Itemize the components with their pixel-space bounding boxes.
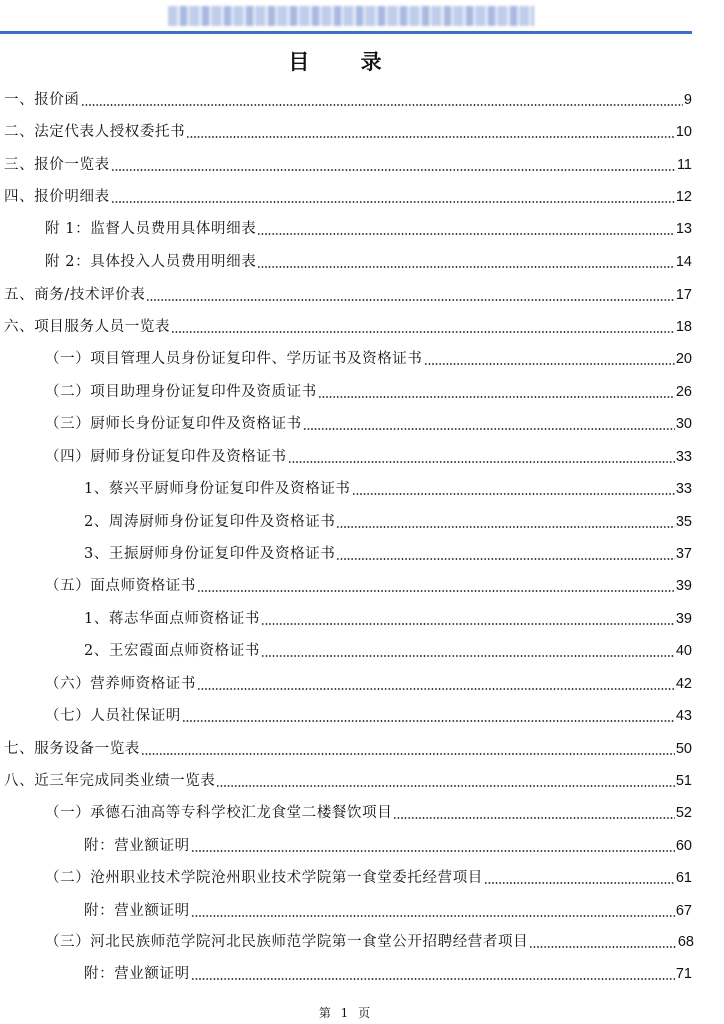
toc-entry[interactable]: [45, 218, 692, 240]
toc-entry-label: 四、报价明细表: [4, 189, 110, 205]
toc-entry-page: 67: [675, 903, 692, 919]
dot-leader: [529, 931, 677, 953]
dot-leader: [288, 446, 675, 468]
page-title: 目 录: [288, 50, 404, 74]
toc-entry-page: 51: [675, 773, 692, 789]
toc-entry[interactable]: [45, 381, 692, 403]
toc-entry[interactable]: [84, 608, 692, 630]
toc-entry[interactable]: [84, 478, 692, 500]
toc-entry[interactable]: [45, 575, 692, 597]
toc-entry[interactable]: [45, 931, 694, 953]
toc-entry-label: （三）厨师长身份证复印件及资格证书: [45, 416, 302, 432]
dot-leader: [197, 673, 675, 695]
toc-entry-label: 三、报价一览表: [4, 157, 110, 173]
dot-leader: [191, 963, 675, 985]
toc-entry-page: 43: [675, 708, 692, 724]
dot-leader: [81, 89, 683, 111]
toc-entry[interactable]: [4, 738, 692, 760]
toc-entry-page: 60: [675, 838, 692, 854]
toc-entry-page: 37: [675, 546, 692, 562]
dot-leader: [111, 186, 675, 208]
toc-entry-page: 17: [675, 287, 692, 303]
toc-entry[interactable]: [4, 121, 692, 143]
toc-entry-page: 39: [675, 611, 692, 627]
toc-entry-label: （二）沧州职业技术学院沧州职业技术学院第一食堂委托经营项目: [45, 870, 483, 886]
toc-entry-page: 68: [677, 934, 694, 950]
toc-entry-page: 26: [675, 384, 692, 400]
toc-entry-label: （一）承德石油高等专科学校汇龙食堂二楼餐饮项目: [45, 805, 393, 821]
dot-leader: [141, 738, 675, 760]
toc-entry-page: 71: [675, 966, 692, 982]
toc-entry-label: （二）项目助理身份证复印件及资质证书: [45, 384, 317, 400]
toc-entry[interactable]: [84, 963, 692, 985]
toc-entry[interactable]: [4, 284, 692, 306]
toc-entry-label: 附：营业额证明: [84, 966, 190, 982]
toc-entry-label: 附：营业额证明: [84, 838, 190, 854]
toc-entry[interactable]: [4, 186, 692, 208]
toc-entry-label: （五）面点师资格证书: [45, 578, 196, 594]
dot-leader: [197, 575, 675, 597]
dot-leader: [216, 770, 674, 792]
toc-entry[interactable]: [4, 316, 692, 338]
dot-leader: [261, 640, 675, 662]
toc-entry-page: 30: [675, 416, 692, 432]
toc-entry-label: 二、法定代表人授权委托书: [4, 124, 186, 140]
toc-entry-label: 七、服务设备一览表: [4, 741, 140, 757]
dot-leader: [352, 478, 675, 500]
dot-leader: [336, 511, 674, 533]
toc-entry-page: 11: [676, 157, 692, 173]
toc-entry-page: 33: [675, 449, 692, 465]
toc-entry-label: （六）营养师资格证书: [45, 676, 196, 692]
toc-entry-label: （四）厨师身份证复印件及资格证书: [45, 449, 287, 465]
toc-entry-page: 39: [675, 578, 692, 594]
dot-leader: [171, 316, 675, 338]
toc-entry-label: 附 1：监督人员费用具体明细表: [45, 221, 257, 237]
dot-leader: [146, 284, 674, 306]
toc-entry[interactable]: [4, 770, 692, 792]
toc-entry[interactable]: [45, 802, 692, 824]
toc-entry-label: 2、周涛厨师身份证复印件及资格证书: [84, 514, 336, 530]
toc-entry-page: 33: [675, 481, 692, 497]
toc-entry-page: 18: [675, 319, 692, 335]
toc-entry-page: 14: [675, 254, 692, 270]
toc-entry[interactable]: [4, 154, 692, 176]
toc-entry[interactable]: [45, 348, 692, 370]
toc-entry-label: 1、蒋志华面点师资格证书: [84, 611, 260, 627]
dot-leader: [303, 413, 675, 435]
header-rule: [0, 31, 692, 34]
dot-leader: [191, 835, 675, 857]
toc-entry-label: 附 2：具体投入人员费用明细表: [45, 254, 257, 270]
toc-entry-label: （三）河北民族师范学院河北民族师范学院第一食堂公开招聘经营者项目: [45, 934, 529, 950]
dot-leader: [111, 154, 676, 176]
toc-entry-label: 附：营业额证明: [84, 903, 190, 919]
toc-entry-label: （七）人员社保证明: [45, 708, 181, 724]
dot-leader: [257, 251, 675, 273]
toc-entry[interactable]: [45, 673, 692, 695]
toc-entry-page: 50: [675, 741, 692, 757]
toc-entry-page: 20: [675, 351, 692, 367]
toc-entry-label: 2、王宏霞面点师资格证书: [84, 643, 260, 659]
toc-entry-label: 五、商务/技术评价表: [4, 287, 146, 303]
toc-entry-label: 3、王振厨师身份证复印件及资格证书: [84, 546, 336, 562]
blurred-header-text: [168, 6, 534, 26]
toc-entry-page: 12: [675, 189, 692, 205]
toc-entry-label: 一、报价函: [4, 92, 80, 108]
toc-entry-page: 40: [675, 643, 692, 659]
toc-entry[interactable]: [45, 867, 692, 889]
dot-leader: [257, 218, 675, 240]
toc-entry-page: 13: [675, 221, 692, 237]
toc-entry-page: 42: [675, 676, 692, 692]
toc-entry-page: 52: [675, 805, 692, 821]
toc-entry[interactable]: [84, 511, 692, 533]
dot-leader: [318, 381, 675, 403]
toc-entry[interactable]: [45, 705, 692, 727]
toc-entry[interactable]: [45, 413, 692, 435]
toc-entry-label: （一）项目管理人员身份证复印件、学历证书及资格证书: [45, 351, 423, 367]
toc-entry-label: 1、蔡兴平厨师身份证复印件及资格证书: [84, 481, 351, 497]
dot-leader: [261, 608, 675, 630]
toc-entry[interactable]: [45, 251, 692, 273]
toc-entry[interactable]: [4, 89, 692, 111]
toc-entry-page: 35: [675, 514, 692, 530]
dot-leader: [182, 705, 675, 727]
toc-entry-label: 八、近三年完成同类业绩一览表: [4, 773, 216, 789]
toc-entry[interactable]: [84, 543, 692, 565]
dot-leader: [336, 543, 674, 565]
dot-leader: [186, 121, 675, 143]
dot-leader: [424, 348, 675, 370]
toc-entry[interactable]: [84, 900, 692, 922]
toc-entry[interactable]: [84, 835, 692, 857]
toc-entry[interactable]: [45, 446, 692, 468]
dot-leader: [484, 867, 675, 889]
page-footer: 第 1 页: [318, 1006, 374, 1020]
toc-entry[interactable]: [84, 640, 692, 662]
toc-entry-page: 9: [683, 92, 692, 108]
toc-entry-label: 六、项目服务人员一览表: [4, 319, 171, 335]
toc-entry-page: 61: [675, 870, 692, 886]
dot-leader: [393, 802, 675, 824]
toc-entry-page: 10: [675, 124, 692, 140]
dot-leader: [191, 900, 675, 922]
